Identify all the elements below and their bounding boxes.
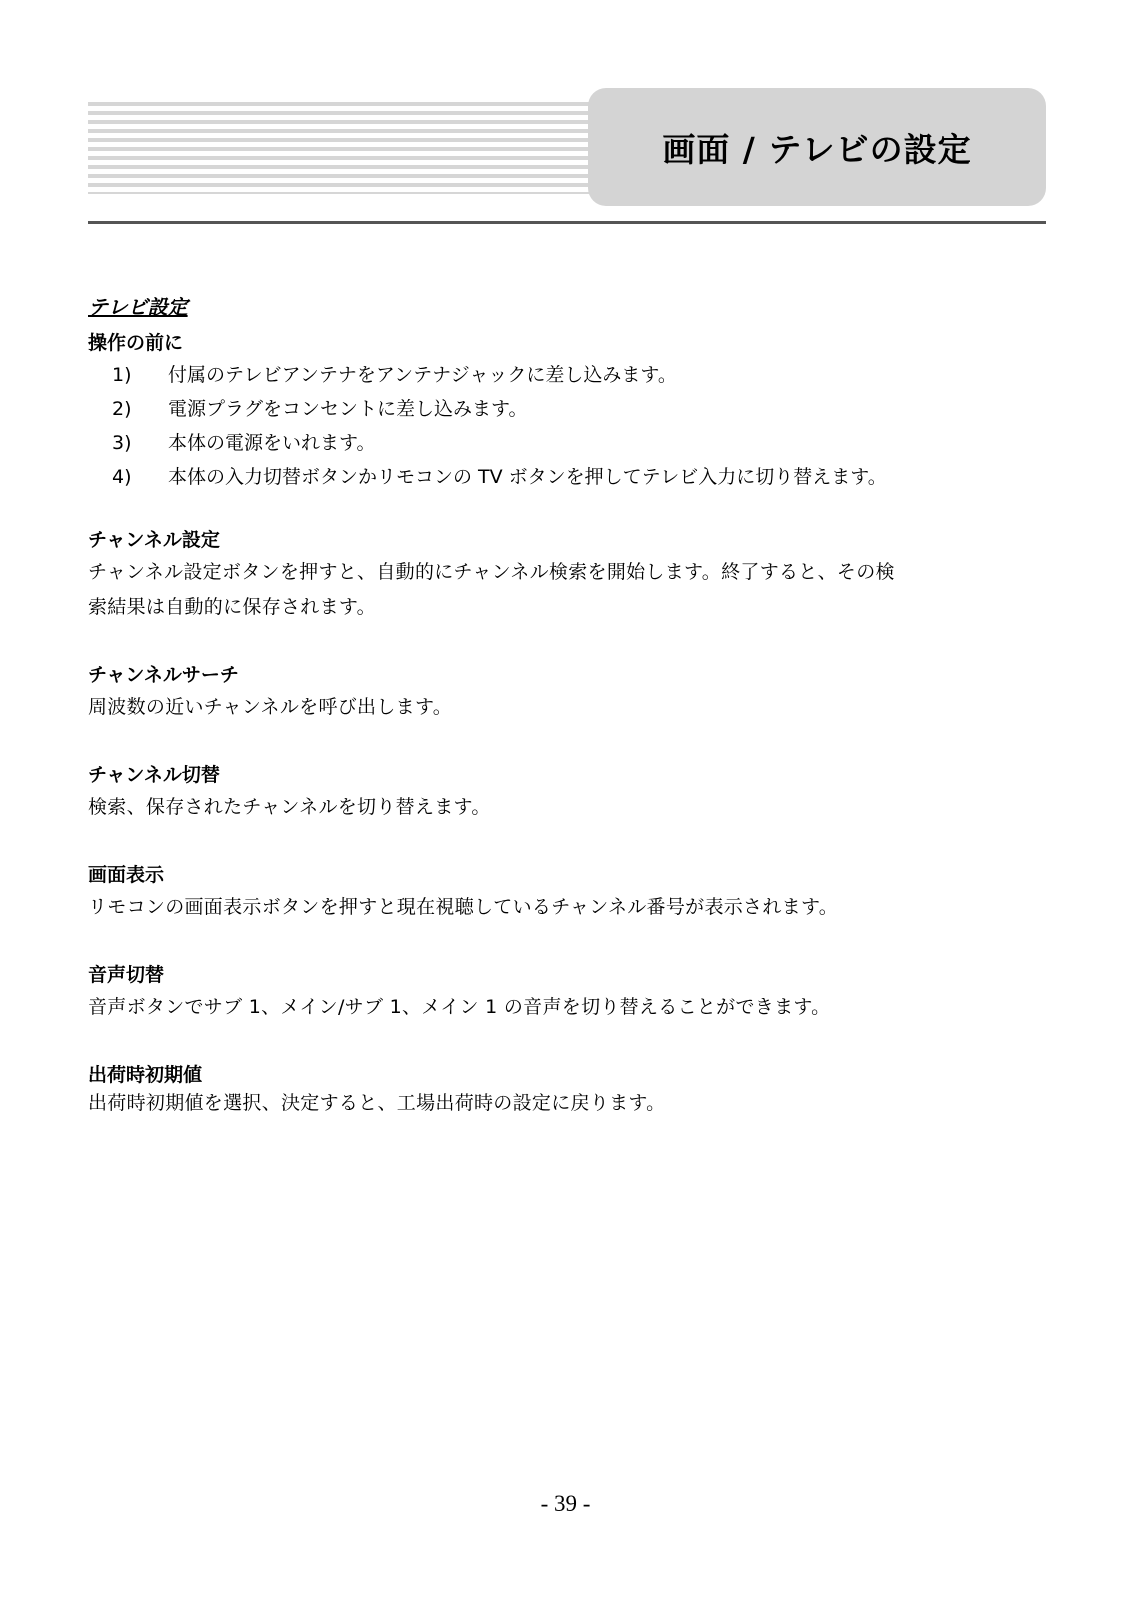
- channel-setting-text-line1: チャンネル設定ボタンを押すと、自動的にチャンネル検索を開始します。終了すると、その検: [88, 561, 895, 583]
- step-text: 本体の入力切替ボタンかリモコンの TV ボタンを押してテレビ入力に切り替えます。: [168, 466, 887, 488]
- factory-default-heading: 出荷時初期値: [88, 1064, 203, 1086]
- header-stripes-decoration: [88, 102, 608, 194]
- channel-switch-heading: チャンネル切替: [88, 764, 220, 786]
- step-text: 付属のテレビアンテナをアンテナジャックに差し込みます。: [168, 364, 677, 386]
- screen-display-heading: 画面表示: [88, 864, 165, 886]
- screen-display-text: リモコンの画面表示ボタンを押すと現在視聴しているチャンネル番号が表示されます。: [88, 896, 839, 918]
- page-title: 画面 / テレビの設定: [662, 129, 972, 169]
- main-content: [88, 292, 1048, 1116]
- step-number: 2): [112, 398, 132, 420]
- channel-switch-text: 検索、保存されたチャンネルを切り替えます。: [88, 796, 491, 818]
- header-divider: [88, 221, 1046, 224]
- channel-search-text: 周波数の近いチャンネルを呼び出します。: [88, 696, 453, 718]
- list-item: [88, 426, 1048, 460]
- list-item: [88, 460, 1048, 494]
- factory-default-text: 出荷時初期値を選択、決定すると、工場出荷時の設定に戻ります。: [88, 1092, 666, 1114]
- setup-steps-list: [88, 358, 1048, 494]
- audio-switch-text: 音声ボタンでサブ 1、メイン/サブ 1、メイン 1 の音声を切り替えることができます。: [88, 996, 831, 1018]
- list-item: [88, 392, 1048, 426]
- audio-switch-heading: 音声切替: [88, 964, 165, 986]
- step-number: 3): [112, 432, 132, 454]
- list-item: [88, 358, 1048, 392]
- channel-search-heading: チャンネルサーチ: [88, 664, 239, 686]
- channel-setting-heading: チャンネル設定: [88, 529, 220, 551]
- channel-setting-text-line2: 索結果は自動的に保存されます。: [88, 596, 376, 618]
- page-number: - 39 -: [540, 1491, 591, 1516]
- before-operation-heading: 操作の前に: [88, 332, 184, 354]
- step-number: 1): [112, 364, 132, 386]
- page-title-box: [588, 88, 1046, 206]
- step-number: 4): [112, 466, 132, 488]
- step-text: 本体の電源をいれます。: [168, 432, 376, 454]
- section-title: テレビ設定: [88, 295, 188, 319]
- step-text: 電源プラグをコンセントに差し込みます。: [168, 398, 528, 420]
